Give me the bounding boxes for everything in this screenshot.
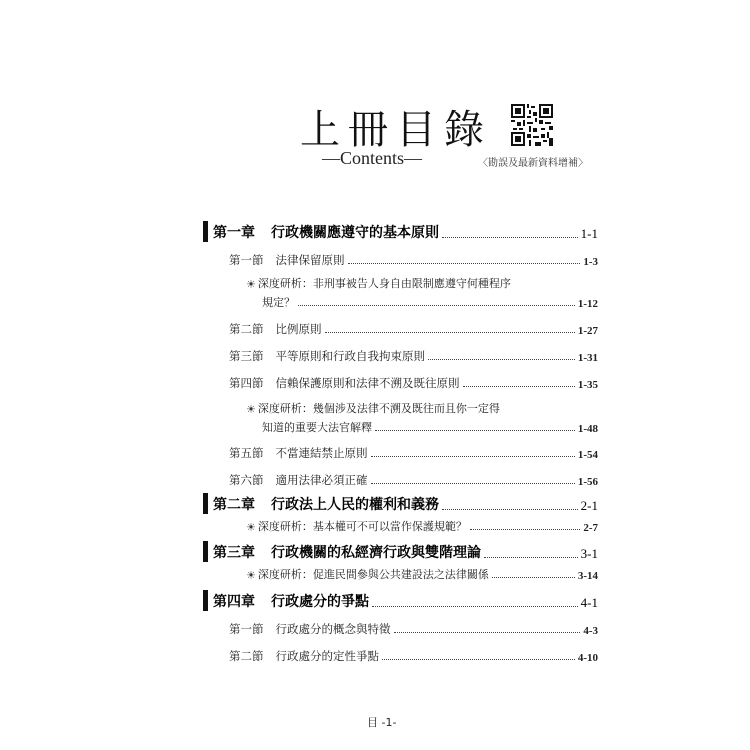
page-number: 1-31 (577, 352, 598, 364)
section-title: 信賴保護原則和法律不溯及既往原則 (275, 376, 460, 390)
leader-dots (463, 386, 575, 387)
page-number: 1-1 (580, 226, 598, 241)
chapter-title: 行政處分的爭點 (271, 594, 369, 610)
section-title: 法律保留原則 (275, 253, 345, 267)
qr-code-icon[interactable] (511, 104, 553, 146)
study-label: 深度研析： (257, 402, 313, 415)
page-number: 1-48 (577, 423, 598, 435)
chapter-marker (203, 541, 208, 562)
section-number: 第一節 (229, 622, 264, 636)
page-subtitle: —Contents— (322, 148, 423, 168)
section-number: 第二節 (229, 649, 264, 663)
chapter-number: 第四章 (213, 594, 255, 610)
study-label: 深度研析： (257, 568, 313, 581)
page-number: 3-1 (580, 546, 598, 561)
leader-dots (492, 577, 575, 578)
sun-icon: ☀ (246, 403, 256, 416)
section-number: 第四節 (229, 376, 264, 390)
chapter-title: 行政機關應遵守的基本原則 (271, 225, 439, 241)
study-title-line1: 基本權可不可以當作保護規範？ (312, 520, 467, 533)
toc-study-item[interactable] (246, 275, 598, 291)
leader-dots (348, 263, 581, 264)
page-footer: 目 -1- (367, 716, 397, 729)
leader-dots (298, 305, 575, 306)
sun-icon: ☀ (246, 569, 256, 582)
leader-dots (382, 659, 575, 660)
page-number: 1-12 (577, 298, 598, 310)
section-number: 第二節 (229, 322, 264, 336)
toc-study-item-continued[interactable] (262, 419, 598, 435)
section-title: 行政處分的定性爭點 (275, 649, 379, 663)
toc-chapter-4[interactable] (203, 589, 598, 611)
toc-section[interactable] (229, 319, 598, 337)
study-title-line1: 促進民間參與公共建設法之法律關係 (312, 568, 489, 581)
study-title-line1: 非刑事被告人身自由限制應遵守何種程序 (312, 277, 511, 290)
toc-section[interactable] (229, 373, 598, 391)
page-number: 4-1 (580, 595, 598, 610)
chapter-marker (203, 590, 208, 611)
study-label: 深度研析： (257, 277, 313, 290)
toc-study-item-continued[interactable] (262, 294, 598, 310)
toc-study-item[interactable] (246, 400, 598, 416)
page-number: 1-27 (577, 325, 598, 337)
study-label: 深度研析： (257, 520, 313, 533)
leader-dots (394, 632, 581, 633)
section-number: 第六節 (229, 473, 264, 487)
leader-dots (375, 430, 575, 431)
study-title-line2: 規定？ (262, 296, 295, 309)
page-number: 1-3 (583, 256, 598, 268)
chapter-number: 第三章 (213, 545, 255, 561)
section-number: 第三節 (229, 349, 264, 363)
page-title: 上冊目錄 (300, 107, 492, 153)
section-number: 第一節 (229, 253, 264, 267)
sun-icon: ☀ (246, 278, 256, 291)
chapter-marker (203, 493, 208, 514)
page-number: 4-3 (583, 625, 598, 637)
page-number: 3-14 (577, 570, 598, 582)
section-title: 平等原則和行政自我拘束原則 (275, 349, 425, 363)
page-number: 1-54 (577, 449, 598, 461)
leader-dots (428, 359, 575, 360)
section-title: 適用法律必須正確 (275, 473, 368, 487)
page-number: 4-10 (577, 652, 598, 664)
page-number: 2-7 (583, 522, 598, 534)
chapter-title: 行政機關的私經濟行政與雙階理論 (271, 545, 481, 561)
leader-dots (442, 509, 578, 510)
section-title: 行政處分的概念與特徵 (275, 622, 391, 636)
toc-section[interactable] (229, 250, 598, 268)
toc-section[interactable] (229, 346, 598, 364)
toc-section[interactable] (229, 646, 598, 664)
chapter-title: 行政法上人民的權利和義務 (271, 497, 439, 513)
page-number: 1-35 (577, 379, 598, 391)
sun-icon: ☀ (246, 521, 256, 534)
toc-study-item[interactable] (246, 518, 598, 534)
leader-dots (484, 557, 578, 558)
toc-study-item[interactable] (246, 566, 598, 582)
page-number: 2-1 (580, 498, 598, 513)
study-title-line1: 幾個涉及法律不溯及既往而且你一定得 (312, 402, 500, 415)
toc-chapter-1[interactable] (203, 220, 598, 242)
section-title: 比例原則 (275, 322, 322, 336)
leader-dots (470, 529, 580, 530)
section-number: 第五節 (229, 446, 264, 460)
section-title: 不當連結禁止原則 (275, 446, 368, 460)
chapter-number: 第二章 (213, 497, 255, 513)
toc-section[interactable] (229, 470, 598, 488)
toc-section[interactable] (229, 619, 598, 637)
toc-chapter-2[interactable] (203, 492, 598, 514)
leader-dots (371, 483, 575, 484)
chapter-number: 第一章 (213, 225, 255, 241)
leader-dots (371, 456, 575, 457)
leader-dots (372, 606, 578, 607)
page-number: 1-56 (577, 476, 598, 488)
qr-caption: 〈勘誤及最新資料增補〉 (478, 158, 588, 169)
study-title-line2: 知道的重要大法官解釋 (262, 421, 372, 434)
toc-section[interactable] (229, 443, 598, 461)
leader-dots (442, 237, 578, 238)
leader-dots (325, 332, 575, 333)
chapter-marker (203, 221, 208, 242)
toc-chapter-3[interactable] (203, 540, 598, 562)
